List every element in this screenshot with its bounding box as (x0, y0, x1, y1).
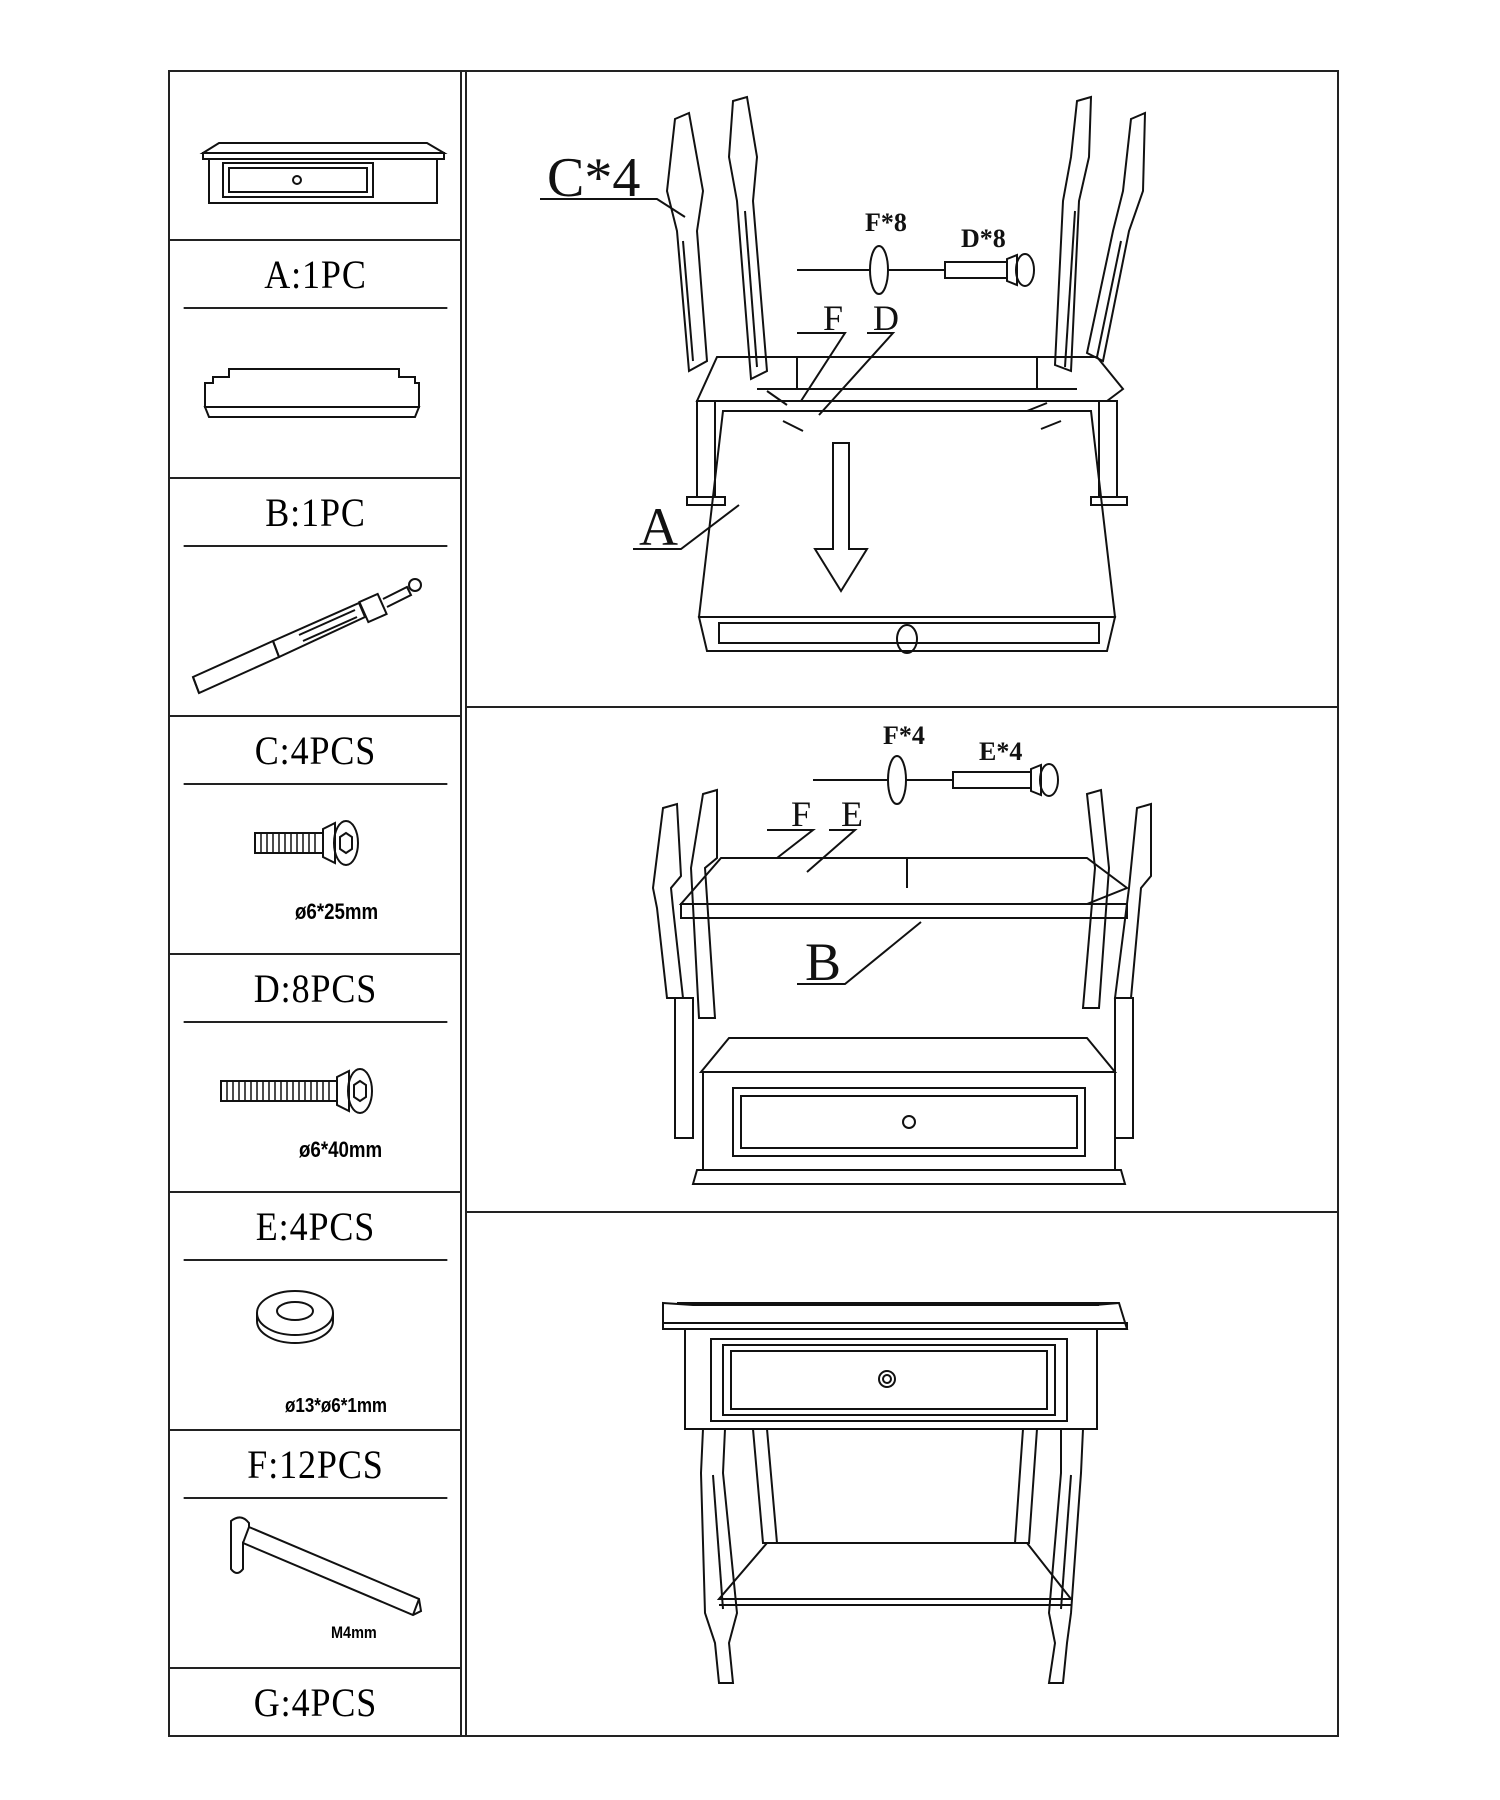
drawer-knob-icon-2 (903, 1116, 915, 1128)
part-a-image (169, 71, 462, 241)
step-3-panel (467, 1213, 1338, 1736)
part-d-label: D:8PCS (184, 955, 448, 1023)
step-3-diagram (467, 1213, 1336, 1734)
part-f-label: F:12PCS (184, 1431, 448, 1499)
step-2-diagram (467, 708, 1336, 1211)
part-b-image (169, 309, 462, 479)
step-1-panel (467, 71, 1338, 708)
part-f-spec: ø13*ø6*1mm (285, 1395, 388, 1417)
washer-icon-2 (888, 756, 906, 804)
letter-body: A (639, 497, 678, 557)
letter-bolt-2: E (841, 794, 863, 834)
part-e-label: E:4PCS (184, 1193, 448, 1261)
part-g-image (169, 1499, 462, 1669)
part-d-image (169, 785, 462, 955)
bolt-icon (945, 254, 1034, 286)
drawer-knob-icon (897, 625, 917, 653)
part-e-spec: ø6*40mm (299, 1137, 383, 1162)
part-c-image (169, 547, 462, 717)
part-b-label: B:1PC (184, 479, 448, 547)
callout-washers-2: F*4 (883, 721, 925, 750)
washer-icon (870, 246, 888, 294)
part-e-image (169, 1023, 462, 1193)
letter-shelf: B (805, 932, 842, 992)
letter-bolt: D (873, 298, 899, 338)
part-g-spec: M4mm (331, 1623, 377, 1642)
callout-bolts-2: E*4 (979, 737, 1023, 766)
letter-washer-2: F (791, 794, 812, 834)
part-c-label: C:4PCS (184, 717, 448, 785)
table-top-a (699, 411, 1115, 617)
down-arrow-icon (815, 443, 867, 591)
step-1-diagram (467, 71, 1336, 706)
step-2-panel (467, 708, 1338, 1213)
part-a-label: A:1PC (184, 241, 448, 309)
bolt-icon-2 (953, 764, 1058, 796)
part-f-image (169, 1261, 462, 1431)
part-d-spec: ø6*25mm (295, 899, 379, 924)
drawer-knob-icon-3 (879, 1371, 895, 1387)
callout-bolts: D*8 (961, 224, 1006, 253)
letter-washer: F (823, 298, 844, 338)
part-g-label: G:4PCS (253, 1680, 378, 1725)
callout-washers: F*8 (865, 208, 907, 237)
callout-legs: C*4 (547, 147, 641, 209)
